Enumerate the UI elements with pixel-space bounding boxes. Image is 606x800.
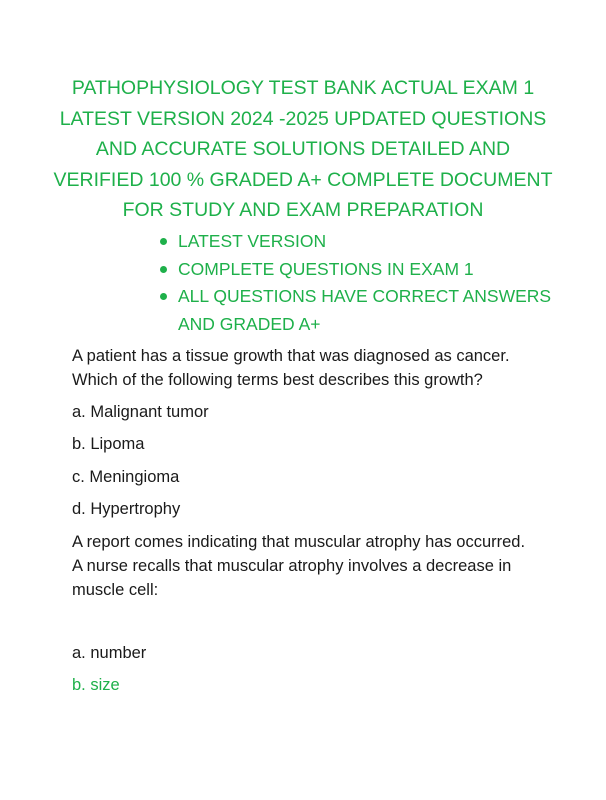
bullet-text-continued: AND GRADED A+ — [178, 313, 321, 334]
title-line: AND ACCURATE SOLUTIONS DETAILED AND — [95, 138, 511, 161]
title-line: PATHOPHYSIOLOGY TEST BANK ACTUAL EXAM 1 — [71, 77, 535, 99]
bullet-dot-icon — [160, 293, 167, 300]
bullet-text: ALL QUESTIONS HAVE CORRECT ANSWERS — [178, 286, 552, 306]
bullet-item — [160, 228, 551, 256]
question-1-option-d: d. Hypertrophy — [72, 500, 181, 518]
feature-bullet-list — [160, 228, 551, 338]
question-line: A report comes indicating that muscular atrophy has occurred. — [72, 533, 526, 551]
question-line: muscle cell: — [72, 581, 159, 599]
question-1-text — [72, 344, 542, 392]
question-line: A patient has a tissue growth that was diagnosed as cancer. — [72, 347, 510, 365]
question-line: A nurse recalls that muscular atrophy involves a decrease in — [72, 557, 512, 575]
question-line: Which of the following terms best describes this growth? — [72, 371, 483, 389]
question-2-option-b-correct-answer: b. size — [72, 676, 120, 694]
question-2-text — [72, 530, 542, 602]
question-1-option-a: a. Malignant tumor — [72, 403, 209, 421]
bullet-item — [160, 256, 551, 284]
bullet-text: LATEST VERSION — [178, 231, 327, 251]
bullet-item — [160, 283, 551, 338]
question-1-option-b: b. Lipoma — [72, 435, 145, 453]
title-line: FOR STUDY AND EXAM PREPARATION — [122, 199, 484, 222]
bullet-dot-icon — [160, 266, 167, 273]
title-line: VERIFIED 100 % GRADED A+ COMPLETE DOCUMENT — [53, 168, 553, 191]
title-line: LATEST VERSION 2024 -2025 UPDATED QUESTIONS — [59, 107, 547, 130]
question-2-option-a: a. number — [72, 644, 147, 662]
question-1-option-c: c. Meningioma — [72, 468, 180, 486]
bullet-text: COMPLETE QUESTIONS IN EXAM 1 — [178, 258, 474, 279]
bullet-dot-icon — [160, 238, 167, 245]
document-title — [50, 73, 556, 226]
